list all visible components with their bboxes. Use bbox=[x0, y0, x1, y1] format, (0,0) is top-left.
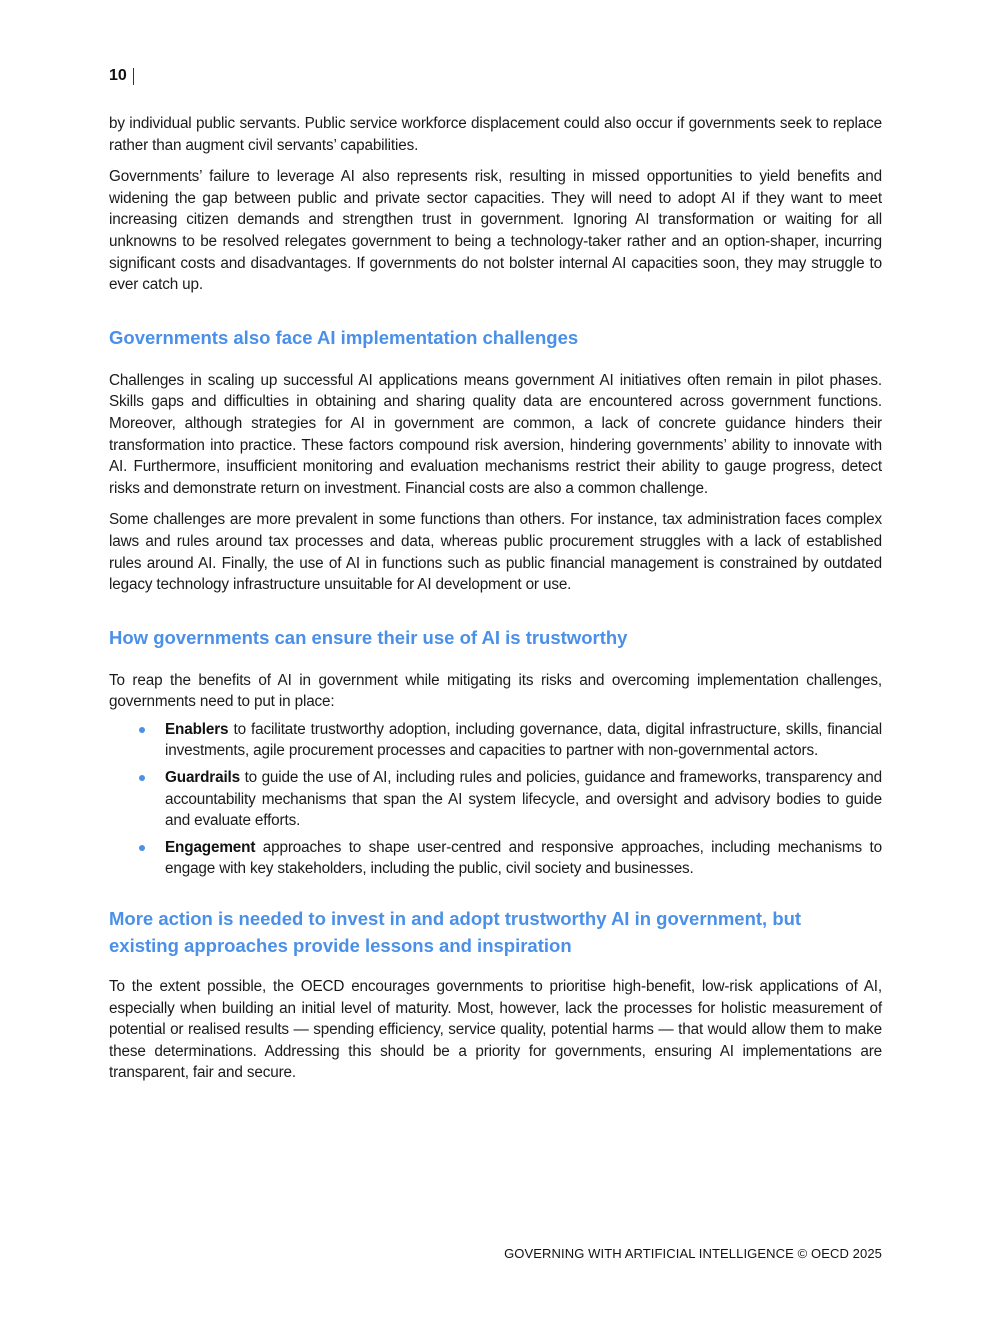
heading-implementation-challenges: Governments also face AI implementation challenges bbox=[109, 326, 579, 348]
page-number-separator bbox=[133, 68, 134, 85]
description-guardrails: to guide the use of AI, including rules and policies, guidance and frameworks, transparency and accountability mechanisms that span the AI system lifecycle, and oversight and advisory bodies to guide and evaluate efforts. bbox=[165, 769, 882, 830]
trustworthy-ai-pillars-list bbox=[109, 719, 882, 880]
description-engagement: approaches to shape user-centred and responsive approaches, including mechanisms to engage with key stakeholders, including the public, civil society and businesses. bbox=[165, 838, 882, 878]
description-enablers: to facilitate trustworthy adoption, including governance, data, digital infrastructure, skills, financial investments, agile procurement processes and capacities to partner with non-governmental actors. bbox=[165, 720, 882, 760]
bullet-icon bbox=[139, 727, 145, 733]
page-header bbox=[109, 66, 134, 86]
heading-trustworthy-ai: How governments can ensure their use of AI is trustworthy bbox=[109, 626, 628, 648]
heading-more-action-needed: More action is needed to invest in and adopt trustworthy AI in government, but existing approaches provide lessons and inspiration bbox=[109, 908, 802, 957]
paragraph-workforce-displacement: by individual public servants. Public service workforce displacement could also occur if governments seek to replace rather than augment civil servants’ capabilities. bbox=[109, 115, 882, 154]
page-content bbox=[109, 113, 882, 1094]
paragraph-put-in-place: To reap the benefits of AI in government while mitigating its risks and overcoming implementation challenges, governments need to put in place: bbox=[109, 671, 882, 711]
term-engagement: Engagement bbox=[165, 838, 256, 856]
bullet-icon bbox=[139, 775, 145, 781]
list-item-engagement bbox=[109, 837, 882, 880]
list-item-enablers bbox=[109, 719, 882, 762]
term-guardrails: Guardrails bbox=[165, 769, 241, 787]
paragraph-scaling-challenges: Challenges in scaling up successful AI applications means government AI initiatives often remain in pilot phases. Skills gaps and difficulties in obtaining and sharing quality data are encountered across government functions. Moreover, although strategies for AI in government are common, a lack of concrete guidance hinders their transformation into practice. These factors compound risk aversion, hindering governments’ ability to innovate with AI. Furthermore, insufficient monitoring and evaluation mechanisms restrict their ability to gauge progress, detect risks and demonstrate return on investment. Financial costs are also a common challenge. bbox=[109, 371, 882, 497]
page-number: 10 bbox=[109, 67, 127, 84]
page-footer: GOVERNING WITH ARTIFICIAL INTELLIGENCE © OECD 2025 bbox=[504, 1246, 882, 1261]
paragraph-prioritise-applications: To the extent possible, the OECD encourages governments to prioritise high-benefit, low-risk applications of AI, especially when building an initial level of maturity. Most, however, lack the processes for holistic measurement of potential or realised results — spending efficiency, service quality, potential harms — that would allow them to make these determinations. Addressing this should be a priority for governments, ensuring AI implementations are transparent, fair and secure. bbox=[109, 978, 882, 1082]
bullet-icon bbox=[139, 845, 145, 851]
list-item-guardrails bbox=[109, 767, 882, 832]
term-enablers: Enablers bbox=[165, 720, 229, 738]
paragraph-failure-to-leverage-ai: Governments’ failure to leverage AI also represents risk, resulting in missed opportunities to yield benefits and widening the gap between public and private sector capacities. They will need to adopt AI if they want to meet increasing citizen demands and strengthen trust in government. Ignoring AI transformation or waiting for all unknowns to be resolved relegates government to being a technology-taker rather and an option-shaper, incurring significant costs and disadvantages. If governments do not bolster internal AI capacities soon, they may struggle to ever catch up. bbox=[109, 168, 882, 294]
paragraph-function-specific-challenges: Some challenges are more prevalent in some functions than others. For instance, tax administration faces complex laws and rules around tax processes and data, whereas public procurement struggles with a lack of established rules around AI. Finally, the use of AI in functions such as public financial management is constrained by outdated legacy technology infrastructure unsuitable for AI development or use. bbox=[109, 511, 882, 594]
